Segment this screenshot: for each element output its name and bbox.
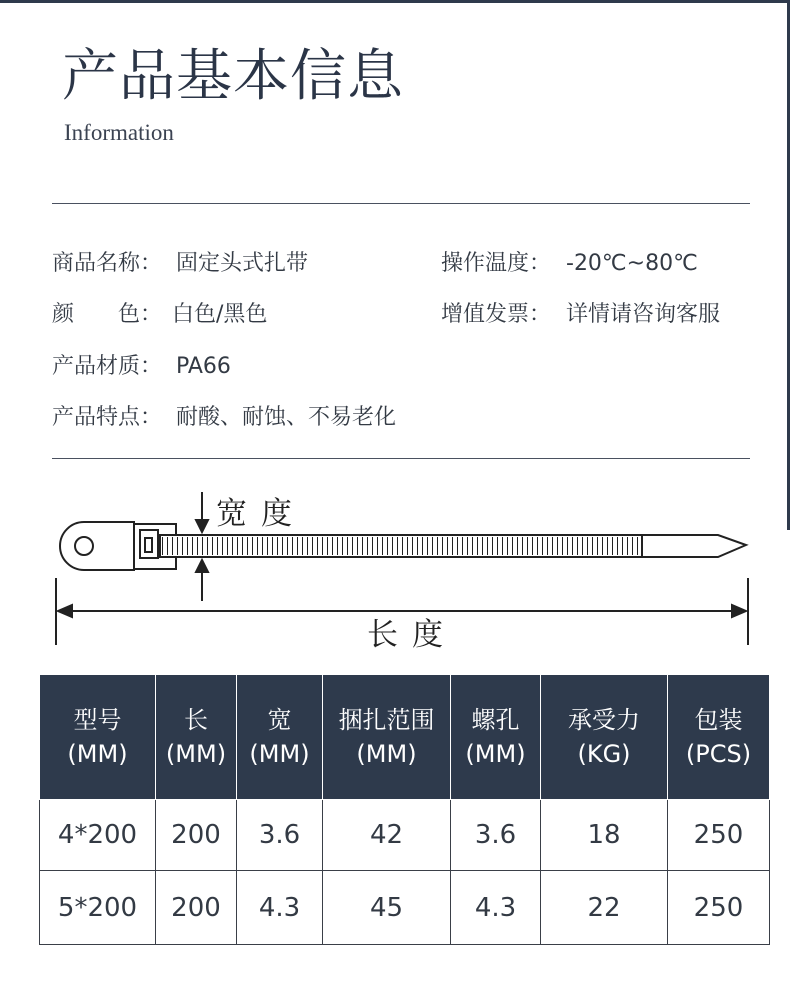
table-row [40, 871, 770, 945]
spec-value-color: 白色/黑色 [172, 302, 268, 327]
table-cell: 45 [323, 871, 451, 945]
top-border [0, 0, 790, 3]
table-cell: 200 [156, 871, 237, 945]
header-model [40, 675, 156, 800]
header-bundle-range [323, 675, 451, 800]
header-package [668, 675, 770, 800]
header-length-unit: (MM) [165, 740, 227, 768]
header-load-capacity-unit: (KG) [577, 740, 631, 768]
page-subtitle: Information [64, 120, 174, 145]
table-cell: 4*200 [40, 800, 156, 871]
header-load-capacity-name: 承受力 [568, 706, 640, 734]
length-label: 长度 [367, 617, 457, 653]
header-model-name: 型号 [73, 706, 122, 734]
divider-top [52, 203, 750, 204]
table-cell: 3.6 [237, 800, 323, 871]
spec-label-material: 产品材质： [52, 354, 163, 379]
table-cell: 3.6 [451, 800, 541, 871]
table-cell: 250 [668, 800, 770, 871]
spec-value-product-name: 固定头式扎带 [176, 251, 309, 276]
table-cell: 18 [541, 800, 668, 871]
header-package-name: 包装 [694, 706, 743, 734]
header-length-name: 长 [184, 706, 208, 734]
header-load-capacity [541, 675, 668, 800]
spec-value-invoice: 详情请咨询客服 [566, 302, 721, 327]
table-cell: 5*200 [40, 871, 156, 945]
specification-table [39, 674, 770, 945]
header-model-unit: (MM) [67, 740, 128, 768]
header-width [237, 675, 323, 800]
table-cell: 250 [668, 871, 770, 945]
header-screw-hole-name: 螺孔 [471, 706, 520, 734]
table-row [40, 800, 770, 871]
spec-label-features: 产品特点： [52, 405, 163, 430]
header-bundle-range-unit: (MM) [356, 740, 417, 768]
width-label: 宽度 [216, 496, 306, 532]
header-screw-hole-unit: (MM) [465, 740, 526, 768]
divider-bottom [52, 458, 750, 459]
table-header-row [40, 675, 770, 800]
table-cell: 4.3 [451, 871, 541, 945]
header-screw-hole [451, 675, 541, 800]
spec-label-color: 颜 色： [52, 302, 163, 327]
header-width-unit: (MM) [249, 740, 310, 768]
header-length [156, 675, 237, 800]
spec-value-material: PA66 [176, 354, 231, 379]
table-cell: 42 [323, 800, 451, 871]
table-cell: 4.3 [237, 871, 323, 945]
spec-value-features: 耐酸、耐蚀、不易老化 [176, 405, 397, 430]
spec-label-operating-temperature: 操作温度： [441, 251, 552, 276]
header-width-name: 宽 [267, 706, 292, 734]
header-package-unit: (PCS) [685, 740, 752, 768]
spec-value-operating-temperature: -20℃~80℃ [566, 251, 698, 276]
header-bundle-range-name: 捆扎范围 [338, 706, 435, 734]
tie-mounting-head [60, 522, 176, 570]
spec-label-product-name: 商品名称： [52, 251, 163, 276]
tie-strap [160, 535, 746, 557]
table-cell: 200 [156, 800, 237, 871]
table-cell: 22 [541, 871, 668, 945]
spec-label-invoice: 增值发票： [441, 302, 552, 327]
page-title: 产品基本信息 [62, 44, 404, 109]
